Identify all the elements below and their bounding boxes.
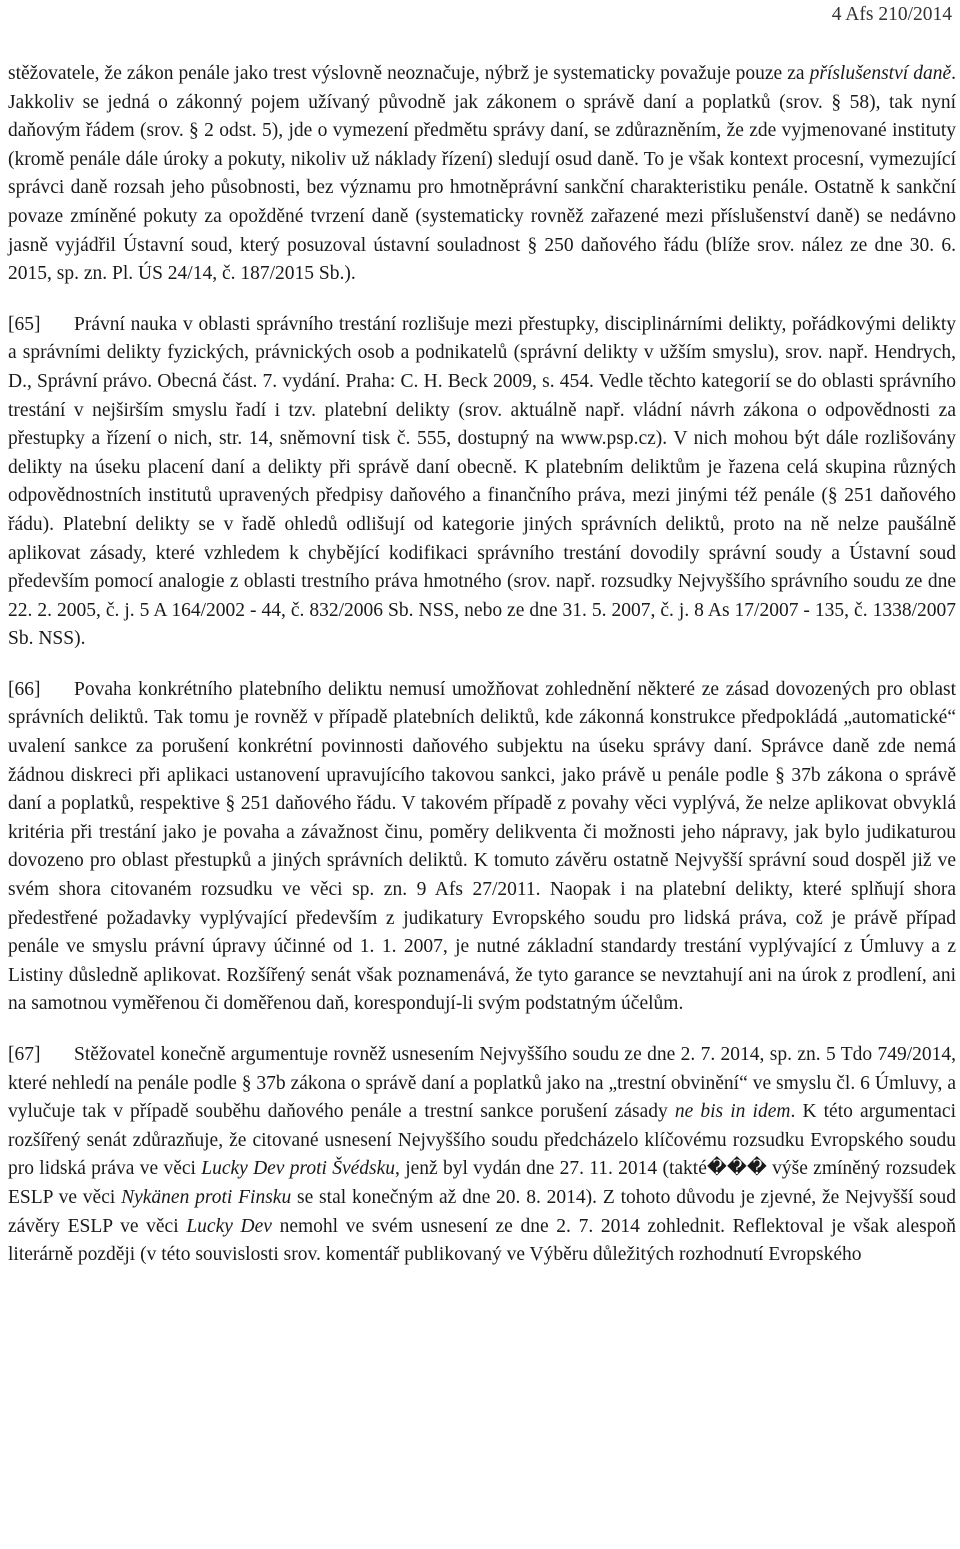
italic-case-name: Lucky Dev proti Švédsku: [201, 1158, 396, 1180]
paragraph-64-continuation: [8, 60, 956, 289]
paragraph-number: [65]: [8, 313, 41, 335]
italic-case-name: Nykänen proti Finsku: [121, 1186, 292, 1208]
text-run: se stal konečným až dne 20. 8. 2014). Z tohoto důvodu je zjevné, že Nejvyšší soud závěry ESLP ve věci: [8, 1186, 956, 1237]
italic-case-name: Lucky Dev: [186, 1215, 272, 1237]
paragraph-66: [8, 676, 956, 1019]
paragraph-text: Povaha konkrétního platebního deliktu nemusí umožňovat zohlednění některé ze zásad dovozených pro oblast správních deliktů. Tak tomu je rovněž v případě platebních deliktů, kde zákonná konstrukce předpokládá „automatické“ uvalení sankce za porušení konkrétní povinnosti daňového subjektu na úseku správy daní. Správce daně zde nemá žádnou diskreci při aplikaci ustanovení upravujícího takovou sankci, jako právě u penále podle § 37b zákona o správě daní a poplatků, respektive § 251 daňového řádu. V takovém případě z povahy věci vyplývá, že nelze aplikovat obvyklá kritéria při trestání jako je povaha a závažnost činu, poměry delikventa či možnosti jeho nápravy, jak bylo judikaturou dovozeno pro oblast přestupků a jiných správních deliktů. K tomuto závěru ostatně Nejvyšší správní soud dospěl již ve svém shora citovaném rozsudku ve věci sp. zn. 9 Afs 27/2011. Naopak i na platební delikty, které splňují shora předestřené požadavky vyplývající především z judikatury Evropského soudu pro lidská práva, což je právě případ penále ve smyslu právní úpravy účinné od 1. 1. 2007, je nutné základní standardy trestání vyplývající z Úmluvy a z Listiny důsledně aplikovat. Rozšířený senát však poznamenává, že tyto garance se nevztahují ani na úrok z prodlení, ani na samotnou vyměřenou či doměřenou daň, korespondují-li svým podstatným účelům.: [8, 678, 956, 1015]
text-run: , jenž byl vydán dne 27. 11. 2014 (takté��� výše zmíněný rozsudek ESLP ve věci: [8, 1158, 956, 1208]
paragraph-67: [8, 1041, 956, 1270]
page-header-case-number: 4 Afs 210/2014: [831, 4, 952, 25]
paragraph-spacer: [8, 289, 956, 311]
document-body: [8, 60, 956, 1270]
italic-term: ne bis in idem: [674, 1101, 791, 1123]
italic-term: příslušenství daně: [809, 63, 952, 84]
text-run: . Jakkoliv se jedná o zákonný pojem užívaný původně jak zákonem o správě daní a poplatků (srov. § 58), tak nyní daňovým řádem (srov. § 2 odst. 5), jde o vymezení předmětu správy daní, se zdůrazněním, že zde vyjmenované instituty (kromě penále dále úroky a pokuty, nikoliv už náklady řízení) sledují osud daně. To je však kontext procesní, vymezující správci daně rozsah jeho působnosti, bez významu pro hmotněprávní sankční charakteristiku penále. Ostatně k sankční povaze zmíněné pokuty za opožděné tvrzení daně (systematicky rovněž zařazené mezi příslušenství daně) se nedávno jasně vyjádřil Ústavní soud, který posuzoval ústavní souladnost § 250 daňového řádu (blíže srov. nález ze dne 30. 6. 2015, sp. zn. Pl. ÚS 24/14, č. 187/2015 Sb.).: [8, 63, 956, 285]
text-run: . K této argumentaci rozšířený senát zdůrazňuje, že citované usnesení Nejvyššího soudu předcházelo klíčovému rozsudku Evropského soudu pro lidská práva ve věci: [8, 1101, 956, 1180]
text-run: stěžovatele, že zákon penále jako trest výslovně neoznačuje, nýbrž je systematicky považuje pouze za: [8, 63, 810, 84]
paragraph-text: Právní nauka v oblasti správního trestání rozlišuje mezi přestupky, disciplinárními delikty, pořádkovými delikty a správními delikty fyzických, právnických osob a podnikatelů (správní delikty v užším smyslu), srov. např. Hendrych, D., Správní právo. Obecná část. 7. vydání. Praha: C. H. Beck 2009, s. 454. Vedle těchto kategorií se do oblasti správního trestání v nejširším smyslu řadí i tzv. platební delikty (srov. aktuálně např. vládní návrh zákona o odpovědnosti za přestupky a řízení o nich, str. 14, sněmovní tisk č. 555, dostupný na www.psp.cz). V nich mohou být dále rozlišovány delikty na úseku placení daní a delikty při správě daní obecně. K platebním deliktům je řazena celá skupina různých odpovědnostních institutů upravených předpisy daňového a finančního práva, mezi jinými též penále (§ 251 daňového řádu). Platební delikty se v řadě ohledů odlišují od kategorie jiných správních deliktů, proto na ně nelze paušálně aplikovat zásady, které vzhledem k chybějící kodifikaci správního trestání dovodily správní soudy a Ústavní soud především pomocí analogie z oblasti trestního práva hmotného (srov. např. rozsudky Nejvyššího správního soudu ze dne 22. 2. 2005, č. j. 5 A 164/2002 - 44, č. 832/2006 Sb. NSS, nebo ze dne 31. 5. 2007, č. j. 8 As 17/2007 - 135, č. 1338/2007 Sb. NSS).: [8, 313, 956, 650]
paragraph-number: [67]: [8, 1044, 41, 1065]
text-run: Stěžovatel konečně argumentuje rovněž usnesením Nejvyššího soudu ze dne 2. 7. 2014, sp. zn. 5 Tdo 749/2014, které nehledí na penále podle § 37b zákona o správě daní a poplatků jako na „trestní obvinění“ ve smyslu čl. 6 Úmluvy, a vylučuje tak v případě souběhu daňového penále a trestní sankce porušení zásady: [8, 1044, 956, 1123]
paragraph-spacer: [8, 1019, 956, 1041]
paragraph-spacer: [8, 654, 956, 676]
paragraph-number: [66]: [8, 678, 41, 700]
paragraph-65: [8, 311, 956, 654]
text-run: nemohl ve svém usnesení ze dne 2. 7. 2014 zohlednit. Reflektoval je však alespoň literárně později (v této souvislosti srov. komentář publikovaný ve Výběru důležitých rozhodnutí Evropského: [8, 1215, 957, 1266]
